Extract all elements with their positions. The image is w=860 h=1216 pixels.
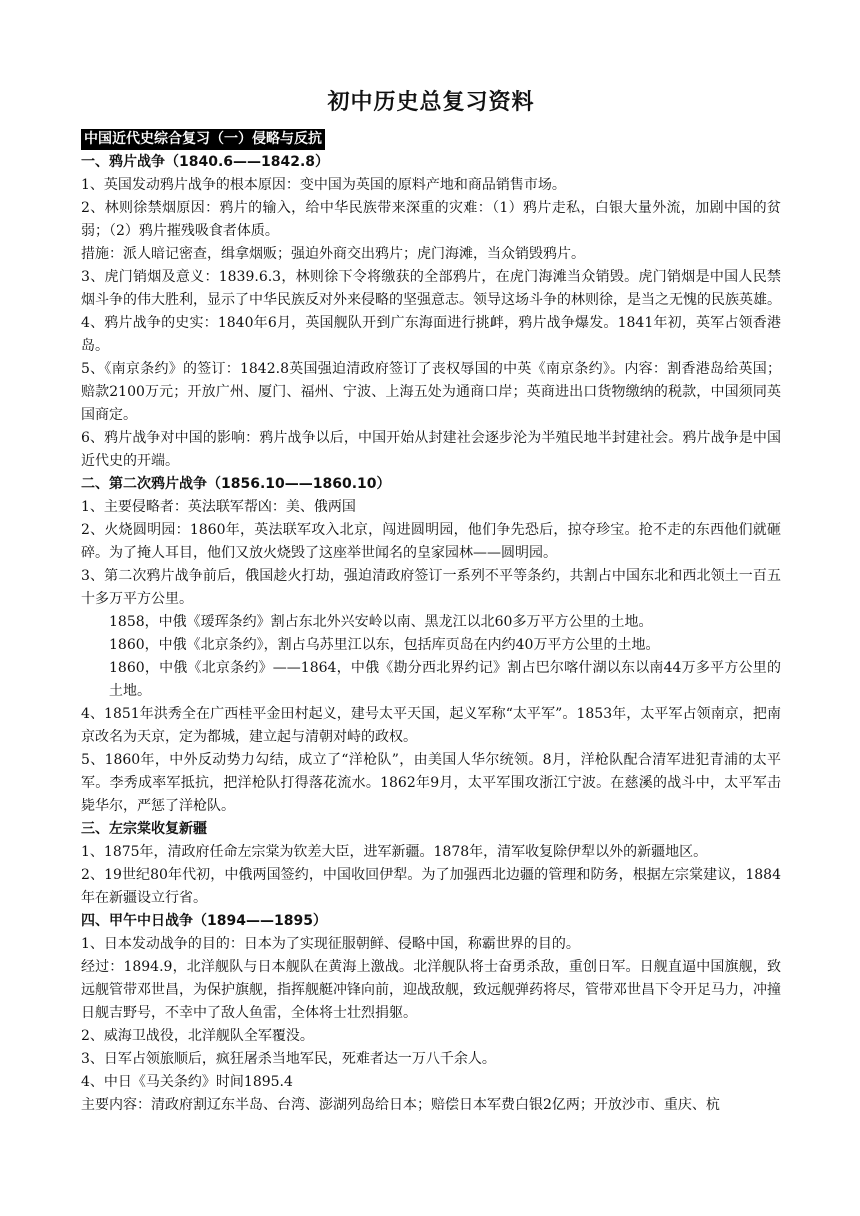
paragraph: 4、鸦片战争的史实：1840年6月，英国舰队开到广东海面进行挑衅，鸦片战争爆发。1841年初，英军占领香港岛。 <box>81 315 781 354</box>
paragraph: 5、《南京条约》的签订：1842.8英国强迫清政府签订了丧权辱国的中英《南京条约》。内容：割香港岛给英国；赔款2100万元；开放广州、厦门、福州、宁波、上海五处为通商口岸；英商进出口货物缴纳的税款，中国须同英国商定。 <box>81 361 781 423</box>
paragraph-indented: 1860，中俄《北京条约》，割占乌苏里江以东，包括库页岛在内约40万平方公里的土地。 <box>109 637 660 653</box>
paragraph: 主要内容：清政府割辽东半岛、台湾、澎湖列岛给日本；赔偿日本军费白银2亿两；开放沙市、重庆、杭 <box>81 1097 720 1113</box>
section-banner: 中国近代史综合复习（一）侵略与反抗 <box>81 129 325 150</box>
paragraph: 1、英国发动鸦片战争的根本原因：变中国为英国的原料产地和商品销售市场。 <box>81 177 566 193</box>
paragraph: 1、1875年，清政府任命左宗棠为钦差大臣，进军新疆。1878年，清军收复除伊犁以外的新疆地区。 <box>81 844 708 860</box>
paragraph: 2、火烧圆明园：1860年，英法联军攻入北京，闯进圆明园，他们争先恐后，掠夺珍宝。抢不走的东西他们就砸碎。为了掩人耳目，他们又放火烧毁了这座举世闻名的皇家园林——圆明园。 <box>81 522 781 561</box>
paragraph: 5、1860年，中外反动势力勾结，成立了“洋枪队”，由美国人华尔统领。8月，洋枪队配合清军进犯青浦的太平军。李秀成率军抵抗，把洋枪队打得落花流水。1862年9月，太平军围攻浙江宁波。在慈溪的战斗中，太平军击毙华尔，严惩了洋枪队。 <box>81 752 781 814</box>
section-heading-opium-war: 一、鸦片战争（1840.6——1842.8） <box>81 154 330 170</box>
paragraph: 1、日本发动战争的目的：日本为了实现征服朝鲜、侵略中国，称霸世界的目的。 <box>81 936 580 952</box>
paragraph: 3、第二次鸦片战争前后，俄国趁火打劫，强迫清政府签订一系列不平等条约，共割占中国东北和西北领土一百五十多万平方公里。 <box>81 568 781 607</box>
paragraph: 4、中日《马关条约》时间1895.4 <box>81 1074 293 1090</box>
document-page <box>81 88 781 1117</box>
section-heading-sino-japanese-war: 四、甲午中日战争（1894——1895） <box>81 913 327 929</box>
paragraph: 措施：派人暗记密查，缉拿烟贩；强迫外商交出鸦片；虎门海滩，当众销毁鸦片。 <box>81 246 585 262</box>
paragraph-indented: 1858，中俄《瑷珲条约》割占东北外兴安岭以南、黑龙江以北60多万平方公里的土地。 <box>109 614 653 630</box>
paragraph: 2、19世纪80年代初，中俄两国签约，中国收回伊犁。为了加强西北边疆的管理和防务，根据左宗棠建议，1884年在新疆设立行省。 <box>81 867 781 906</box>
paragraph: 经过：1894.9，北洋舰队与日本舰队在黄海上激战。北洋舰队将士奋勇杀敌，重创日军。日舰直逼中国旗舰，致远舰管带邓世昌，为保护旗舰，指挥舰艇冲锋向前，迎战敌舰，致远舰弹药将尽，管带邓世昌下令开足马力，冲撞日舰吉野号，不幸中了敌人鱼雷，全体将士壮烈捐躯。 <box>81 959 781 1021</box>
page-title: 初中历史总复习资料 <box>327 90 535 115</box>
paragraph: 3、日军占领旅顺后，疯狂屠杀当地军民，死难者达一万八千余人。 <box>81 1051 496 1067</box>
section-heading-second-opium-war: 二、第二次鸦片战争（1856.10——1860.10） <box>81 476 391 492</box>
section-heading-xinjiang: 三、左宗棠收复新疆 <box>81 821 207 837</box>
paragraph-indented: 1860，中俄《北京条约》——1864，中俄《勘分西北界约记》割占巴尔喀什湖以东以南44万多平方公里的土地。 <box>109 660 781 699</box>
paragraph: 1、主要侵略者：英法联军帮凶：美、俄两国 <box>81 499 356 515</box>
paragraph: 4、1851年洪秀全在广西桂平金田村起义，建号太平天国，起义军称“太平军”。1853年，太平军占领南京，把南京改名为天京，定为都城，建立起与清朝对峙的政权。 <box>81 706 781 745</box>
paragraph: 6、鸦片战争对中国的影响：鸦片战争以后，中国开始从封建社会逐步沦为半殖民地半封建社会。鸦片战争是中国近代史的开端。 <box>81 430 781 469</box>
paragraph: 2、林则徐禁烟原因：鸦片的输入，给中华民族带来深重的灾难：（1）鸦片走私，白银大量外流，加剧中国的贫弱；（2）鸦片摧残吸食者体质。 <box>81 200 781 239</box>
paragraph: 3、虎门销烟及意义：1839.6.3，林则徐下令将缴获的全部鸦片，在虎门海滩当众销毁。虎门销烟是中国人民禁烟斗争的伟大胜利，显示了中华民族反对外来侵略的坚强意志。领导这场斗争的林则徐，是当之无愧的民族英雄。 <box>81 269 781 308</box>
paragraph: 2、威海卫战役，北洋舰队全军覆没。 <box>81 1028 314 1044</box>
